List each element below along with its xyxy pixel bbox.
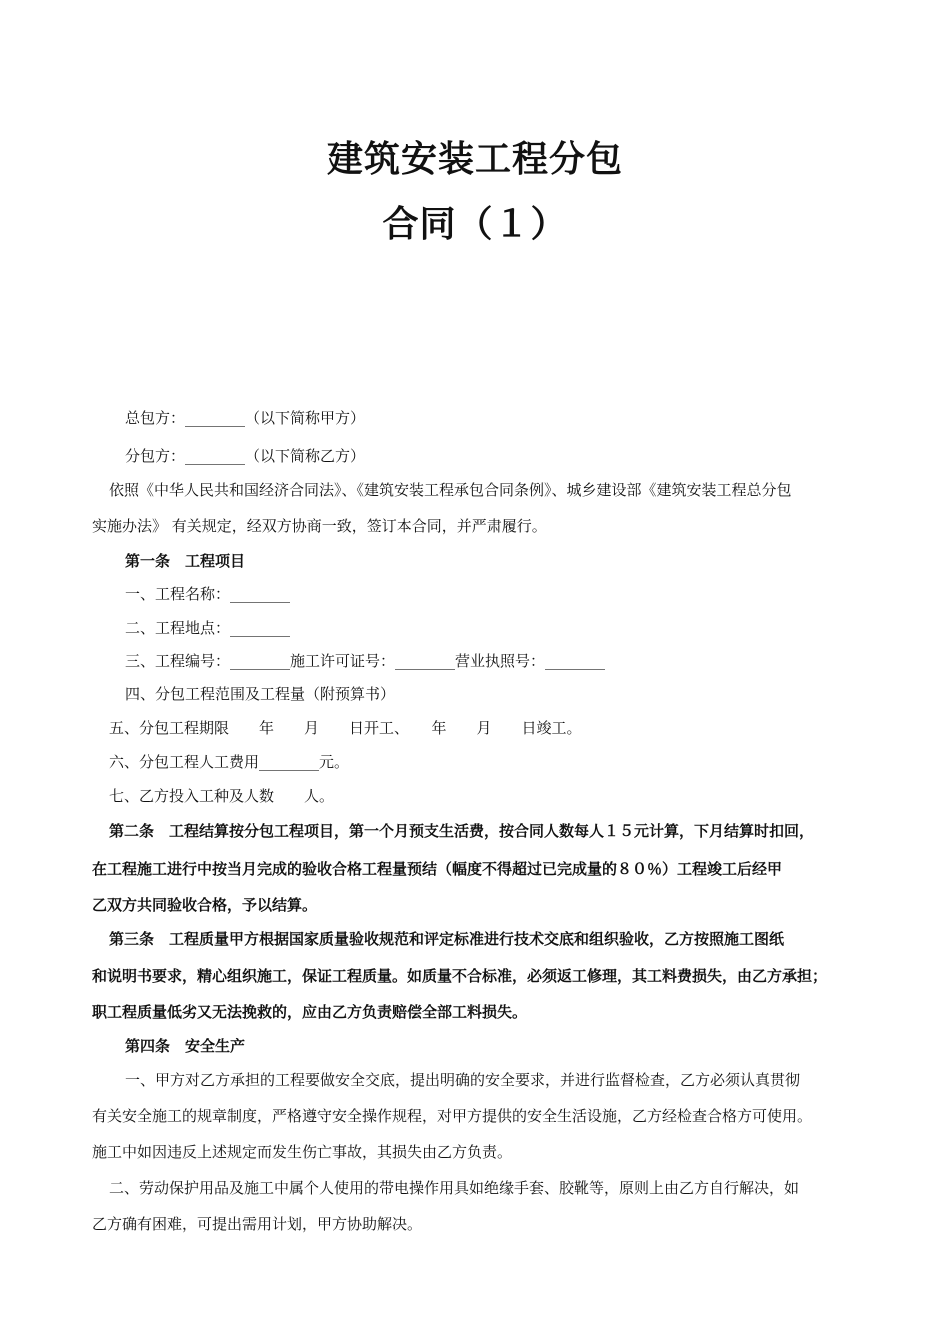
article-4-para-1-line-3: 施工中如因违反上述规定而发生伤亡事故，其损失由乙方负责。 (92, 1143, 513, 1161)
article-1-item-6: 六、分包工程人工费用________元。 (109, 753, 350, 771)
article-4-para-2-line-2: 乙方确有困难，可提出需用计划，甲方协助解决。 (92, 1215, 423, 1233)
preamble-line-2: 实施办法》 有关规定，经双方协商一致，签订本合同，并严肃履行。 (92, 517, 547, 535)
article-4-para-1-line-2: 有关安全施工的规章制度，严格遵守安全操作规程，对甲方提供的安全生活设施，乙方经检查合格方可使用。 (92, 1107, 813, 1125)
article-1-item-1: 一、工程名称：________ (125, 585, 291, 603)
article-4-para-2-line-1: 二、劳动保护用品及施工中属个人使用的带电操作用具如绝缘手套、胶靴等，原则上由乙方自行解决，如 (109, 1179, 800, 1197)
article-1-item-2: 二、工程地点：________ (125, 619, 291, 637)
article-1-item-3: 三、工程编号：________施工许可证号：________营业执照号：________ (125, 652, 606, 670)
article-1-heading: 第一条 工程项目 (125, 552, 246, 570)
article-4-para-1-line-1: 一、甲方对乙方承担的工程要做安全交底，提出明确的安全要求，并进行监督检查，乙方必须认真贯彻 (125, 1071, 801, 1089)
article-3-line-3: 职工程质量低劣又无法挽救的，应由乙方负责赔偿全部工料损失。 (92, 1003, 528, 1021)
article-2-line-3: 乙双方共同验收合格，予以结算。 (92, 896, 318, 914)
article-3-line-2: 和说明书要求，精心组织施工，保证工程质量。如质量不合标准，必须返工修理，其工料费损失，由乙方承担； (92, 967, 828, 985)
document-title-line-1: 建筑安装工程分包 (326, 139, 623, 180)
subcontractor-party-line: 分包方：________（以下简称乙方） (125, 447, 366, 465)
article-4-heading: 第四条 安全生产 (125, 1037, 246, 1055)
preamble-line-1: 依照《中华人民共和国经济合同法》、《建筑安装工程承包合同条例》、城乡建设部《建筑安装工程总分包 (109, 481, 792, 499)
article-2-line-1: 第二条 工程结算按分包工程项目，第一个月预支生活费，按合同人数每人１５元计算，下月结算时扣回， (109, 822, 815, 840)
article-2-line-2: 在工程施工进行中按当月完成的验收合格工程量预结（幅度不得超过已完成量的８０％）工程竣工后经甲 (92, 860, 783, 878)
document-title-line-2: 合同（１） (382, 204, 568, 245)
article-1-item-4: 四、分包工程范围及工程量（附预算书） (125, 685, 396, 703)
article-3-line-1: 第三条 工程质量甲方根据国家质量验收规范和评定标准进行技术交底和组织验收，乙方按照施工图纸 (109, 930, 785, 948)
contractor-party-line: 总包方：________（以下简称甲方） (125, 409, 366, 427)
article-1-item-7: 七、乙方投入工种及人数 人。 (109, 787, 335, 805)
article-1-item-5: 五、分包工程期限 年 月 日开工、 年 月 日竣工。 (109, 719, 582, 737)
